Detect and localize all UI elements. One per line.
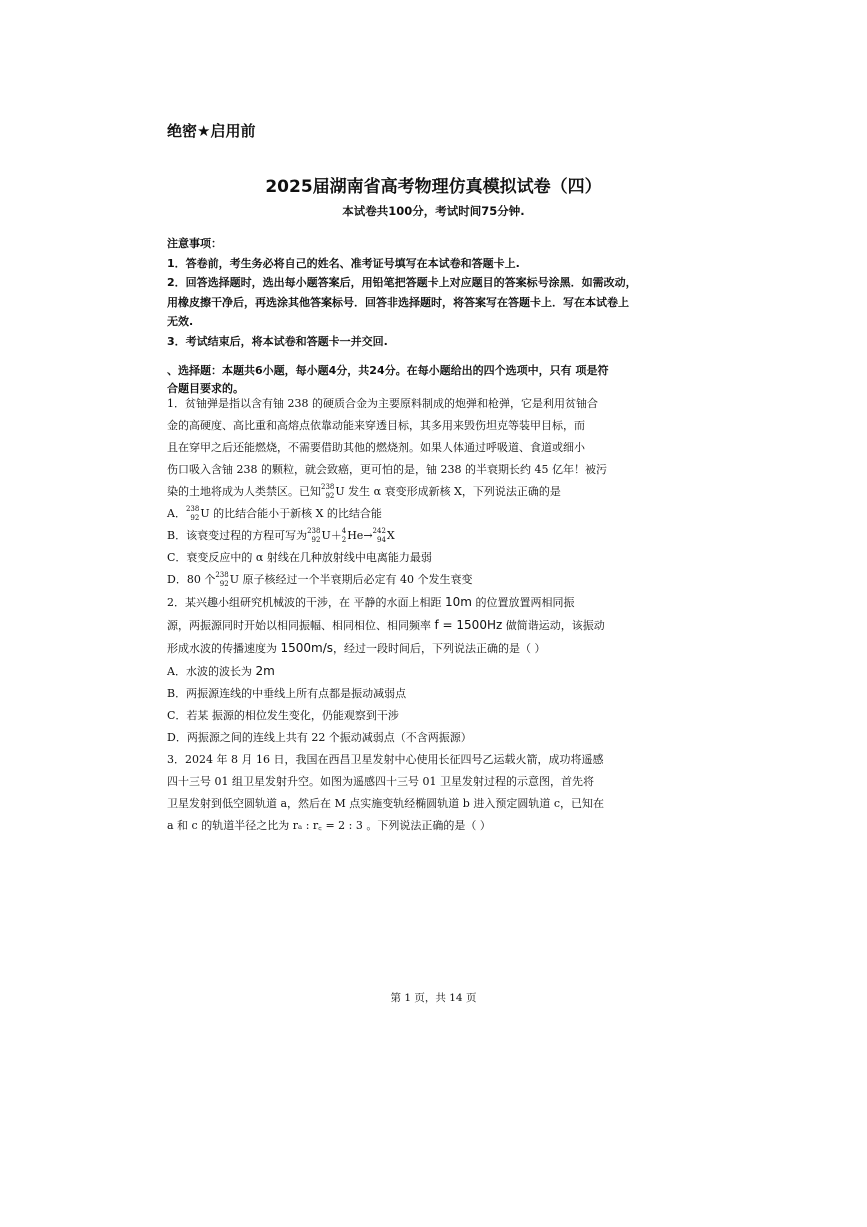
q3-stem-line: 卫星发射到低空圆轨道 a，然后在 M 点实施变轨经椭圆轨道 b 进入预定圆轨道 c，已知在	[167, 797, 605, 810]
math-value: 10m	[445, 595, 472, 609]
q1-option-a	[167, 503, 717, 525]
q3-stem-line: 3．2024 年 8 月 16 日，我国在西昌卫星发射中心使用长征四号乙运载火箭，成功将遥感	[167, 753, 604, 766]
mass-number: 238	[185, 505, 200, 513]
notes-item: 3．考试结束后，将本试卷和答题卡一并交回.	[167, 334, 388, 348]
isotope-notation	[307, 527, 320, 545]
notes-item: 用橡皮擦干净后，再选涂其他答案标号．回答非选择题时，将答案写在答题卡上．写在本试卷上	[167, 295, 629, 309]
notes-item: 1．答卷前，考生务必将自己的姓名、准考证号填写在本试卷和答题卡上.	[167, 256, 520, 270]
atomic-number: 2	[341, 536, 347, 544]
q2-stem-text: 源，两振源同时开始以相同振幅、相同相位、相同频率	[167, 619, 435, 632]
option-text: A．	[167, 507, 186, 520]
section-line: 合题目要求的。	[167, 382, 244, 395]
isotope-notation	[321, 483, 334, 501]
option-text: U 原子核经过一个半衰期后必定有 40 个发生衰变	[229, 573, 473, 586]
option-text: B．该衰变过程的方程可写为	[167, 529, 308, 542]
q2-stem-line	[167, 591, 717, 614]
q1-option-c: C．衰变反应中的 α 射线在几种放射线中电离能力最弱	[167, 551, 432, 564]
q1-stem-line: 且在穿甲之后还能燃烧，不需要借助其他的燃烧剂。如果人体通过呼吸道、食道或细小	[167, 441, 585, 454]
option-text: X	[386, 529, 395, 542]
notes-item: 2．回答选择题时，选出每小题答案后，用铅笔把答题卡上对应题目的答案标号涂黑．如需改动，	[167, 276, 637, 289]
q1-stem-text: U 发生 α 衰变形成新核 X，下列说法正确的是	[335, 485, 561, 498]
mass-number: 238	[215, 571, 229, 579]
q2-option-c: C．若某 振源的相位发生变化，仍能观察到干涉	[167, 709, 399, 722]
q1-stem-line	[167, 481, 717, 503]
option-text: He→	[347, 529, 373, 542]
notes-heading: 注意事项：	[167, 237, 222, 250]
q1-stem-line: 伤口吸入含铀 238 的颗粒，就会致癌，更可怕的是，铀 238 的半衰期长约 45 亿年！被污	[167, 463, 607, 476]
page-number: 第 1 页，共 14 页	[390, 992, 477, 1004]
section-line: 、选择题：本题共6小题，每小题4分，共24分。在每小题给出的四个选项中，只有 项是符	[167, 364, 609, 377]
q1-option-d	[167, 569, 717, 591]
q2-stem-line	[167, 637, 717, 660]
q1-stem-text: 染的土地将成为人类禁区。已知	[167, 485, 321, 498]
q2-stem-text: 做简谐运动，该振动	[502, 619, 605, 632]
mass-number: 238	[307, 527, 321, 535]
notes-item: 无效.	[167, 315, 194, 328]
q2-stem-text: 的位置放置两相同振	[471, 596, 575, 609]
q1-option-b	[167, 525, 717, 547]
confidential-label: 绝密★启用前	[167, 122, 256, 140]
isotope-notation	[373, 527, 386, 545]
q2-option-b: B．两振源连线的中垂线上所有点都是振动减弱点	[167, 687, 407, 700]
q2-stem-text: 形成水波的传播速度为	[167, 642, 281, 655]
isotope-notation	[342, 527, 346, 545]
option-text: A．水波的波长为	[167, 665, 256, 678]
q3-stem-line: 四十三号 01 组卫星发射升空。如图为遥感四十三号 01 卫星发射过程的示意图，首先将	[167, 775, 594, 788]
questions	[167, 393, 717, 837]
option-text: U＋	[321, 529, 342, 542]
math-value: 2m	[255, 664, 275, 678]
mass-number: 238	[321, 483, 335, 491]
q2-option-a	[167, 660, 717, 683]
q2-stem-text: 2．某兴趣小组研究机械波的干涉，在 平静的水面上相距	[167, 596, 445, 609]
q1-stem-line: 1．贫铀弹是指以含有铀 238 的硬质合金为主要原料制成的炮弹和枪弹，它是利用贫铀合	[167, 397, 598, 410]
isotope-notation	[215, 571, 228, 589]
exam-subtitle: 本试卷共100分，考试时间75分钟.	[342, 204, 525, 218]
math-value: 1500m/s	[280, 641, 334, 655]
q1-stem-line: 金的高硬度、高比重和高熔点依靠动能来穿透目标，其多用来毁伤坦克等装甲目标，而	[167, 419, 585, 432]
option-text: U 的比结合能小于新核 X 的比结合能	[200, 507, 382, 520]
q2-option-d: D．两振源之间的连线上共有 22 个振动减弱点（不含两振源）	[167, 731, 472, 744]
math-value: f = 1500Hz	[434, 618, 503, 632]
isotope-notation	[186, 505, 199, 523]
q3-stem-line: a 和 c 的轨道半径之比为 rₐ : r꜀ = 2 : 3 。下列说法正确的是（ ）	[167, 819, 491, 832]
q2-stem-line	[167, 614, 717, 637]
atomic-number: 92	[325, 492, 335, 500]
option-text: D．80 个	[167, 573, 216, 586]
atomic-number: 92	[219, 580, 229, 588]
mass-number: 4	[341, 527, 347, 535]
q2-stem-text: ，经过一段时间后，下列说法正确的是（ ）	[333, 642, 546, 655]
atomic-number: 94	[377, 536, 386, 544]
notes-block	[167, 234, 707, 351]
atomic-number: 92	[311, 536, 321, 544]
exam-title: 2025届湖南省高考物理仿真模拟试卷（四）	[265, 177, 602, 197]
atomic-number: 92	[190, 514, 200, 522]
mass-number: 242	[372, 527, 386, 535]
